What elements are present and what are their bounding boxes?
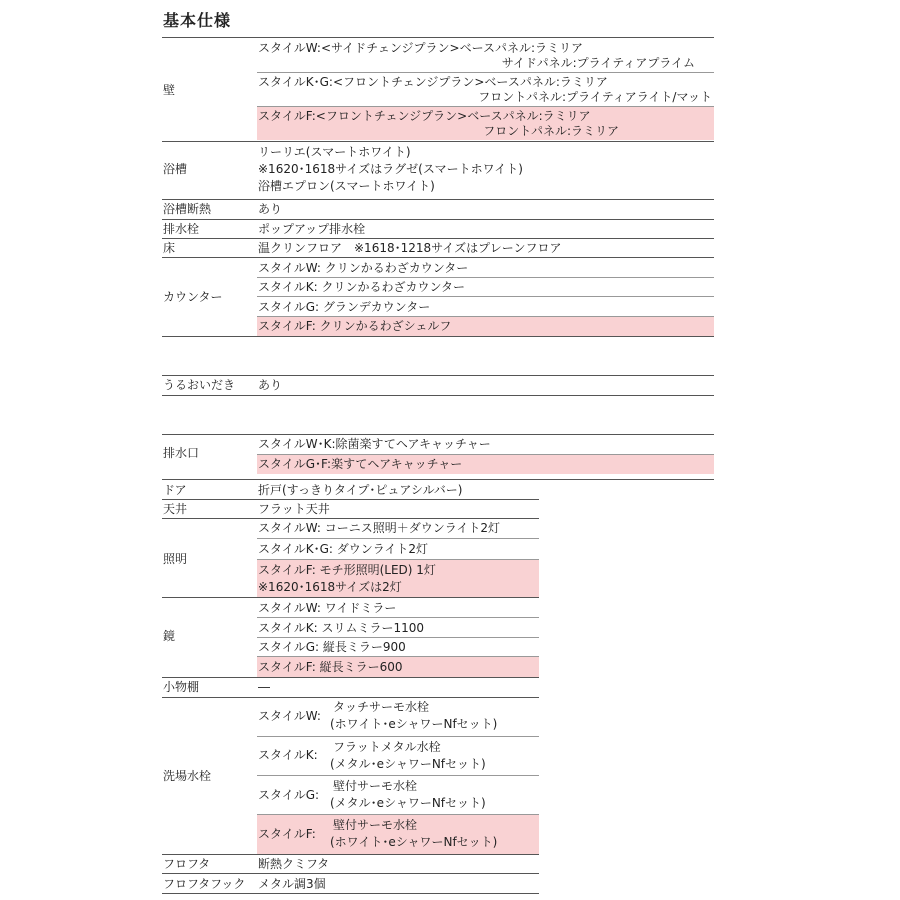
lid-value: 断熱クミフタ	[258, 857, 330, 871]
faucet-line2: (ホワイト･eシャワーNfセット)	[330, 717, 498, 731]
faucet-line2: (メタル･eシャワーNfセット)	[330, 757, 486, 771]
door-label: ドア	[163, 483, 187, 497]
divider	[162, 479, 714, 480]
wall-w-line1: スタイルW:<サイドチェンジプラン>ベースパネル:ラミリア	[258, 41, 584, 55]
lighting-f-line2: ※1620･1618サイズは2灯	[258, 580, 402, 594]
wall-kg-line2: フロントパネル:プライティアライト/マット	[478, 90, 712, 104]
divider	[162, 219, 714, 220]
tub-line2: ※1620･1618サイズはラグゼ(スマートホワイト)	[258, 162, 523, 176]
divider	[162, 677, 539, 678]
lid-hook-value: メタル調3個	[258, 877, 326, 891]
mirror-item: スタイルG: 縦長ミラー900	[258, 640, 406, 654]
divider	[162, 257, 714, 258]
faucet-line2: (ホワイト･eシャワーNfセット)	[330, 835, 498, 849]
drain-outlet-label: 排水口	[163, 446, 200, 460]
divider	[162, 336, 714, 337]
mirror-label: 鏡	[163, 629, 176, 643]
counter-item: スタイルF: クリンかるわざシェルフ	[258, 319, 452, 333]
faucet-style: スタイルW:	[258, 709, 321, 723]
divider	[257, 736, 539, 737]
faucet-line2: (メタル･eシャワーNfセット)	[330, 796, 486, 810]
divider	[257, 637, 539, 638]
wall-w-line2: サイドパネル:プライティアプライム	[501, 56, 695, 70]
counter-item: スタイルW: クリンかるわざカウンター	[258, 261, 469, 275]
divider	[162, 141, 714, 142]
wall-f-line2: フロントパネル:ラミリア	[483, 124, 619, 138]
divider	[162, 597, 539, 598]
ceiling-label: 天井	[163, 502, 188, 516]
lid-label: フロフタ	[163, 857, 211, 871]
faucet-style: スタイルK:	[258, 748, 318, 762]
divider	[257, 296, 714, 297]
mirror-item: スタイルW: ワイドミラー	[258, 601, 397, 615]
moisture-value: あり	[258, 378, 283, 392]
faucet-line1: 壁付サーモ水栓	[333, 779, 418, 793]
divider	[162, 873, 539, 874]
faucet-line1: フラットメタル水栓	[333, 740, 441, 754]
divider	[162, 854, 539, 855]
drain-plug-label: 排水栓	[163, 222, 200, 236]
drain-outlet-item: スタイルW･K:除菌楽すてヘアキャッチャー	[258, 437, 491, 451]
divider	[162, 375, 714, 376]
page-title: 基本仕様	[163, 11, 232, 30]
divider	[257, 617, 539, 618]
faucet-label: 洗場水栓	[163, 769, 212, 783]
tub-insulation-value: あり	[258, 202, 283, 216]
drain-outlet-item: スタイルG･F:楽すてヘアキャッチャー	[258, 457, 463, 471]
tub-line1: リーリエ(スマートホワイト)	[258, 145, 411, 159]
lighting-f-line1: スタイルF: モチ形照明(LED) 1灯	[258, 563, 436, 577]
divider	[162, 238, 714, 239]
divider	[162, 395, 714, 396]
faucet-line1: タッチサーモ水栓	[333, 700, 430, 714]
lighting-w: スタイルW: コーニス照明＋ダウンライト2灯	[258, 521, 501, 535]
wall-f-line1: スタイルF:<フロントチェンジプラン>ベースパネル:ラミリア	[258, 109, 591, 123]
tub-insulation-label: 浴槽断熱	[163, 202, 212, 216]
divider	[162, 199, 714, 200]
tub-label: 浴槽	[163, 162, 188, 176]
faucet-style: スタイルG:	[258, 788, 320, 802]
door-value: 折戸(すっきりタイプ･ピュアシルバー)	[258, 483, 463, 497]
divider	[162, 434, 714, 435]
wall-label: 壁	[163, 83, 176, 97]
counter-label: カウンター	[163, 290, 223, 304]
lighting-label: 照明	[163, 552, 188, 566]
mirror-item: スタイルK: スリムミラー1100	[258, 621, 425, 635]
tub-line3: 浴槽エプロン(スマートホワイト)	[258, 179, 435, 193]
faucet-line1: 壁付サーモ水栓	[333, 818, 418, 832]
wall-kg-line1: スタイルK･G:<フロントチェンジプラン>ベースパネル:ラミリア	[258, 75, 608, 89]
floor-label: 床	[163, 241, 176, 255]
shelf-label: 小物棚	[163, 680, 200, 694]
divider	[162, 499, 539, 500]
divider	[257, 775, 539, 776]
divider	[162, 893, 539, 894]
floor-value: 温クリンフロア ※1618･1218サイズはプレーンフロア	[258, 241, 562, 255]
divider	[257, 277, 714, 278]
drain-plug-value: ポップアップ排水栓	[258, 222, 366, 236]
moisture-label: うるおいだき	[163, 378, 236, 392]
shelf-value: ―	[258, 680, 270, 694]
divider	[162, 37, 714, 38]
divider	[257, 72, 714, 73]
ceiling-value: フラット天井	[258, 502, 330, 516]
lid-hook-label: フロフタフック	[163, 877, 246, 891]
divider	[162, 518, 539, 519]
lighting-kg: スタイルK･G: ダウンライト2灯	[258, 542, 429, 556]
counter-item: スタイルG: グランデカウンター	[258, 300, 431, 314]
mirror-item: スタイルF: 縦長ミラー600	[258, 660, 403, 674]
faucet-style: スタイルF:	[258, 827, 316, 841]
divider	[162, 697, 539, 698]
divider	[257, 538, 539, 539]
counter-item: スタイルK: クリンかるわざカウンター	[258, 280, 466, 294]
